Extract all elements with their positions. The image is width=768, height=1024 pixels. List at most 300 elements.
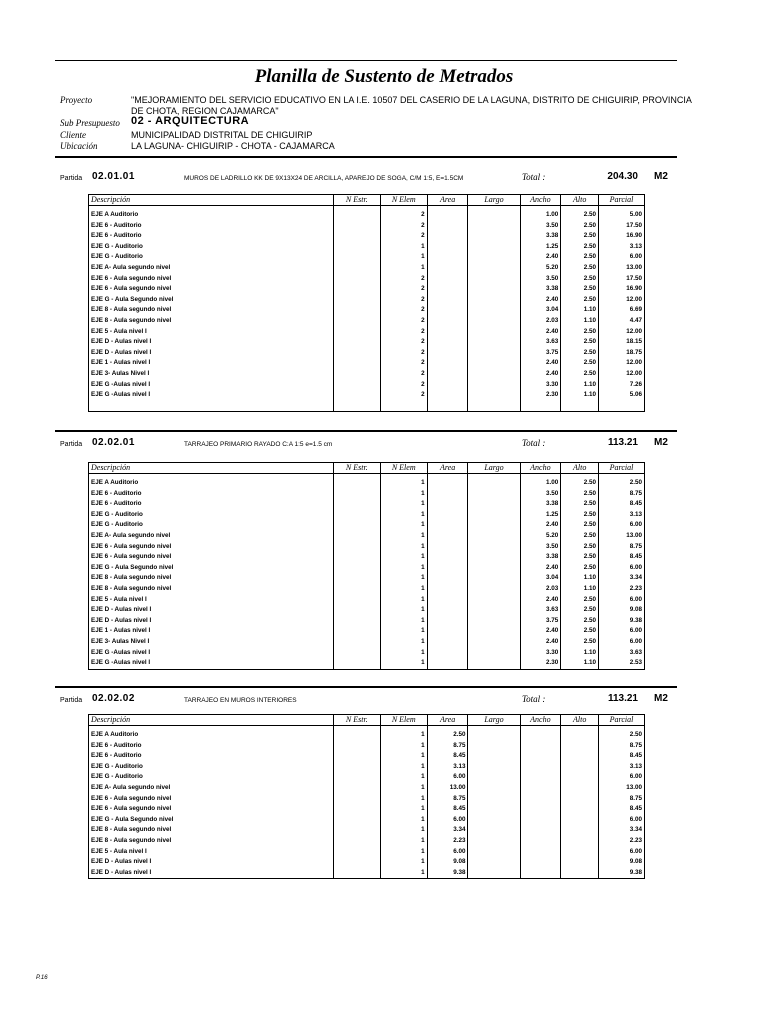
row-value: 8.45 xyxy=(599,804,645,815)
row-value: 3.34 xyxy=(599,825,645,836)
row-value xyxy=(468,358,520,369)
row-description: EJE 3- Aulas Nivel I xyxy=(89,369,334,380)
column-header: Parcial xyxy=(599,715,645,726)
row-value: 8.75 xyxy=(599,542,645,553)
row-value: 9.08 xyxy=(427,857,468,868)
row-value xyxy=(427,595,468,606)
table-row xyxy=(89,595,645,606)
row-value: 1 xyxy=(380,499,427,510)
table-row xyxy=(89,626,645,637)
row-value xyxy=(468,369,520,380)
row-value xyxy=(468,783,520,794)
row-value: 13.00 xyxy=(599,783,645,794)
row-description: EJE 5 - Aula nivel I xyxy=(89,847,334,858)
row-value: 6.00 xyxy=(599,772,645,783)
row-value: 1 xyxy=(380,658,427,669)
row-value: 16.90 xyxy=(599,284,645,295)
row-value: 3.75 xyxy=(520,348,561,359)
row-value: 8.45 xyxy=(599,552,645,563)
table-row xyxy=(89,327,645,338)
row-value xyxy=(427,648,468,659)
row-value: 2 xyxy=(380,369,427,380)
row-value: 3.50 xyxy=(520,489,561,500)
row-description: EJE 6 - Aula segundo nivel xyxy=(89,542,334,553)
row-value: 2.53 xyxy=(599,658,645,669)
row-value: 5.20 xyxy=(520,263,561,274)
column-header: Ancho xyxy=(520,195,561,206)
row-value: 8.75 xyxy=(427,794,468,805)
row-value: 1 xyxy=(380,868,427,879)
row-value: 8.45 xyxy=(427,804,468,815)
row-value xyxy=(427,489,468,500)
row-value xyxy=(561,815,599,826)
row-value xyxy=(561,751,599,762)
row-value xyxy=(468,531,520,542)
row-value xyxy=(427,210,468,221)
table-row xyxy=(89,531,645,542)
table-row xyxy=(89,836,645,847)
row-value xyxy=(468,847,520,858)
row-value xyxy=(468,221,520,232)
row-value xyxy=(561,825,599,836)
row-value: 2.40 xyxy=(520,595,561,606)
row-value: 2.30 xyxy=(520,658,561,669)
row-description: EJE 6 - Aula segundo nivel xyxy=(89,794,334,805)
row-value xyxy=(427,510,468,521)
table-row xyxy=(89,857,645,868)
row-value: 3.13 xyxy=(427,762,468,773)
metrado-table xyxy=(88,194,645,412)
row-value: 2.50 xyxy=(561,284,599,295)
row-value xyxy=(468,489,520,500)
row-value: 1 xyxy=(380,847,427,858)
row-value: 3.13 xyxy=(599,242,645,253)
partida-label: Partida xyxy=(60,175,83,182)
row-value xyxy=(468,274,520,285)
row-value xyxy=(427,478,468,489)
cliente-value: MUNICIPALIDAD DISTRITAL DE CHIGUIRIP xyxy=(131,130,313,140)
row-value: 2.50 xyxy=(561,499,599,510)
row-value xyxy=(333,616,380,627)
row-value: 5.20 xyxy=(520,531,561,542)
row-value: 6.00 xyxy=(599,626,645,637)
row-value: 9.08 xyxy=(599,605,645,616)
row-description: EJE A Auditorio xyxy=(89,478,334,489)
row-value xyxy=(427,531,468,542)
total-label: Total : xyxy=(522,694,546,704)
row-value: 3.04 xyxy=(520,573,561,584)
row-value xyxy=(520,751,561,762)
row-value xyxy=(468,231,520,242)
row-value xyxy=(333,390,380,401)
table-row xyxy=(89,242,645,253)
partida-label: Partida xyxy=(60,697,83,704)
row-value xyxy=(333,552,380,563)
row-description: EJE G - Auditorio xyxy=(89,510,334,521)
row-value: 2.03 xyxy=(520,584,561,595)
row-value: 1 xyxy=(380,730,427,741)
row-value xyxy=(333,542,380,553)
row-value: 18.15 xyxy=(599,337,645,348)
row-value xyxy=(427,499,468,510)
row-value: 3.75 xyxy=(520,616,561,627)
row-value: 3.13 xyxy=(599,510,645,521)
row-value: 1 xyxy=(380,531,427,542)
table-row xyxy=(89,772,645,783)
row-value xyxy=(468,401,520,412)
row-value xyxy=(468,499,520,510)
row-value: 2.50 xyxy=(561,295,599,306)
row-value: 3.63 xyxy=(599,648,645,659)
row-value: 1 xyxy=(380,626,427,637)
row-value: 2 xyxy=(380,210,427,221)
row-value: 1 xyxy=(380,637,427,648)
row-value: 2.50 xyxy=(561,542,599,553)
row-value xyxy=(333,794,380,805)
row-description: EJE A Auditorio xyxy=(89,210,334,221)
row-value: 3.34 xyxy=(599,573,645,584)
table-row xyxy=(89,510,645,521)
row-value: 1 xyxy=(380,242,427,253)
row-value: 1 xyxy=(380,751,427,762)
row-value xyxy=(599,401,645,412)
row-value xyxy=(427,221,468,232)
row-value: 2.50 xyxy=(561,274,599,285)
row-value: 1.10 xyxy=(561,584,599,595)
row-value xyxy=(333,242,380,253)
row-value: 8.45 xyxy=(599,751,645,762)
table-row xyxy=(89,263,645,274)
row-value: 7.26 xyxy=(599,380,645,391)
row-value: 2.50 xyxy=(561,327,599,338)
column-header: N Elem xyxy=(380,463,427,474)
row-description: EJE G - Auditorio xyxy=(89,252,334,263)
row-description: EJE 5 - Aula nivel I xyxy=(89,327,334,338)
row-value xyxy=(520,794,561,805)
row-value xyxy=(333,295,380,306)
table-row xyxy=(89,489,645,500)
row-value xyxy=(333,221,380,232)
row-value: 2 xyxy=(380,390,427,401)
row-value xyxy=(333,857,380,868)
row-value xyxy=(468,605,520,616)
partida-total: 113.21 xyxy=(607,437,638,448)
row-value: 3.63 xyxy=(520,605,561,616)
column-header: Descripción xyxy=(89,463,334,474)
row-value xyxy=(427,295,468,306)
row-value: 2.50 xyxy=(561,231,599,242)
row-value: 6.00 xyxy=(599,595,645,606)
row-value xyxy=(520,836,561,847)
partida-description: TARRAJEO PRIMARIO RAYADO C:A 1:5 e=1.5 cm xyxy=(184,441,333,448)
row-value: 2 xyxy=(380,327,427,338)
row-value xyxy=(520,825,561,836)
row-value: 2.40 xyxy=(520,369,561,380)
row-value xyxy=(520,783,561,794)
row-description: EJE 6 - Auditorio xyxy=(89,751,334,762)
row-value xyxy=(468,825,520,836)
row-value: 2.50 xyxy=(561,605,599,616)
row-value: 2.23 xyxy=(599,836,645,847)
table-row xyxy=(89,804,645,815)
row-value: 1 xyxy=(380,836,427,847)
row-value xyxy=(427,390,468,401)
row-value: 8.45 xyxy=(599,499,645,510)
row-value: 18.75 xyxy=(599,348,645,359)
table-row xyxy=(89,274,645,285)
row-description: EJE G - Aula Segundo nivel xyxy=(89,295,334,306)
row-value xyxy=(468,762,520,773)
row-value xyxy=(333,284,380,295)
metrado-table xyxy=(88,714,645,879)
column-header: Area xyxy=(427,715,468,726)
row-value xyxy=(468,595,520,606)
row-value: 2.40 xyxy=(520,358,561,369)
row-value: 1 xyxy=(380,794,427,805)
row-value: 17.50 xyxy=(599,221,645,232)
row-description: EJE G -Aulas nivel I xyxy=(89,658,334,669)
row-description: EJE 8 - Aula segundo nivel xyxy=(89,573,334,584)
row-value xyxy=(520,401,561,412)
row-value: 6.00 xyxy=(599,563,645,574)
row-value: 2.40 xyxy=(520,252,561,263)
row-value xyxy=(561,783,599,794)
partida-total: 113.21 xyxy=(607,693,638,704)
row-value xyxy=(468,626,520,637)
row-value xyxy=(333,605,380,616)
column-header: N Elem xyxy=(380,715,427,726)
row-value: 1.25 xyxy=(520,242,561,253)
row-value xyxy=(468,380,520,391)
table-row xyxy=(89,221,645,232)
column-header: N Elem xyxy=(380,195,427,206)
row-value xyxy=(333,499,380,510)
row-description: EJE 6 - Auditorio xyxy=(89,231,334,242)
row-value: 3.50 xyxy=(520,221,561,232)
column-header: Alto xyxy=(561,195,599,206)
table-row xyxy=(89,369,645,380)
row-value xyxy=(520,772,561,783)
row-value xyxy=(520,847,561,858)
column-header: Largo xyxy=(468,195,520,206)
row-description: EJE 6 - Aula segundo nivel xyxy=(89,804,334,815)
row-value xyxy=(427,337,468,348)
row-value: 3.50 xyxy=(520,274,561,285)
row-value xyxy=(561,741,599,752)
document-title: Planilla de Sustento de Metrados xyxy=(254,66,514,87)
column-header: N Estr. xyxy=(333,715,380,726)
table-row xyxy=(89,868,645,879)
column-header: Ancho xyxy=(520,463,561,474)
row-value: 1.00 xyxy=(520,478,561,489)
row-description: EJE 3- Aulas Nivel I xyxy=(89,637,334,648)
row-description: EJE 6 - Auditorio xyxy=(89,499,334,510)
row-value xyxy=(427,573,468,584)
row-value: 1 xyxy=(380,595,427,606)
row-value xyxy=(468,252,520,263)
row-value: 2.40 xyxy=(520,520,561,531)
row-description: EJE 6 - Auditorio xyxy=(89,741,334,752)
ubicacion-label: Ubicación xyxy=(60,141,98,151)
row-description: EJE 6 - Aula segundo nivel xyxy=(89,284,334,295)
row-description: EJE G - Aula Segundo nivel xyxy=(89,563,334,574)
row-value xyxy=(333,510,380,521)
column-header: Largo xyxy=(468,463,520,474)
row-description: EJE G -Aulas nivel I xyxy=(89,390,334,401)
partida-code: 02.02.01 xyxy=(92,437,135,448)
row-value xyxy=(561,762,599,773)
table-row xyxy=(89,730,645,741)
row-description: EJE D - Aulas nivel I xyxy=(89,868,334,879)
partida-description: TARRAJEO EN MUROS INTERIORES xyxy=(184,697,297,704)
row-value xyxy=(333,762,380,773)
row-value: 2.50 xyxy=(561,221,599,232)
partida-description: MUROS DE LADRILLO KK DE 9X13X24 DE ARCILLA, APAREJO DE SOGA, C/M 1:5, E=1.5CM xyxy=(184,175,464,182)
row-value xyxy=(468,563,520,574)
row-value: 6.00 xyxy=(427,772,468,783)
row-description: EJE A- Aula segundo nivel xyxy=(89,531,334,542)
table-row xyxy=(89,825,645,836)
row-value: 2.50 xyxy=(599,730,645,741)
row-value xyxy=(561,794,599,805)
table-row xyxy=(89,605,645,616)
row-value xyxy=(333,584,380,595)
row-value xyxy=(561,772,599,783)
row-value: 2.50 xyxy=(561,369,599,380)
partida-unit: M2 xyxy=(654,693,668,704)
row-description: EJE G -Aulas nivel I xyxy=(89,380,334,391)
row-value xyxy=(427,369,468,380)
row-value: 2.50 xyxy=(561,626,599,637)
row-value: 2 xyxy=(380,316,427,327)
row-value xyxy=(468,836,520,847)
table-row xyxy=(89,552,645,563)
row-value: 8.75 xyxy=(599,489,645,500)
row-value: 2.50 xyxy=(561,242,599,253)
row-description: EJE 6 - Auditorio xyxy=(89,221,334,232)
row-value xyxy=(468,616,520,627)
column-header: Parcial xyxy=(599,195,645,206)
row-value xyxy=(427,358,468,369)
column-header: Alto xyxy=(561,463,599,474)
row-value: 2 xyxy=(380,295,427,306)
row-value: 3.63 xyxy=(520,337,561,348)
row-value xyxy=(427,401,468,412)
row-value: 9.38 xyxy=(599,868,645,879)
row-value xyxy=(333,563,380,574)
row-value xyxy=(427,263,468,274)
row-value: 1 xyxy=(380,815,427,826)
row-value: 2 xyxy=(380,274,427,285)
row-value: 2.50 xyxy=(561,210,599,221)
row-description: EJE 6 - Aula segundo nivel xyxy=(89,552,334,563)
row-value: 1 xyxy=(380,783,427,794)
row-value xyxy=(333,847,380,858)
row-value: 2.40 xyxy=(520,327,561,338)
row-value: 1 xyxy=(380,552,427,563)
row-value xyxy=(333,337,380,348)
row-value xyxy=(333,401,380,412)
row-value: 2 xyxy=(380,221,427,232)
table-row xyxy=(89,648,645,659)
row-value xyxy=(333,210,380,221)
table-row xyxy=(89,573,645,584)
row-value xyxy=(380,401,427,412)
row-value: 3.50 xyxy=(520,542,561,553)
row-value xyxy=(561,836,599,847)
row-value xyxy=(468,295,520,306)
row-value xyxy=(520,762,561,773)
row-value xyxy=(561,857,599,868)
row-value xyxy=(561,804,599,815)
table-row xyxy=(89,478,645,489)
row-value: 2 xyxy=(380,305,427,316)
table-row xyxy=(89,348,645,359)
row-value: 2.50 xyxy=(561,520,599,531)
row-value: 17.50 xyxy=(599,274,645,285)
row-value xyxy=(427,327,468,338)
row-value xyxy=(333,648,380,659)
table-row xyxy=(89,499,645,510)
row-value: 5.06 xyxy=(599,390,645,401)
row-value xyxy=(333,804,380,815)
row-value xyxy=(468,316,520,327)
row-value xyxy=(468,327,520,338)
row-value: 6.00 xyxy=(427,847,468,858)
row-value: 6.00 xyxy=(599,815,645,826)
row-value xyxy=(520,815,561,826)
row-value xyxy=(468,857,520,868)
partida-unit: M2 xyxy=(654,437,668,448)
row-description: EJE 6 - Auditorio xyxy=(89,489,334,500)
section-divider xyxy=(55,430,677,432)
table-row xyxy=(89,847,645,858)
row-value: 2.23 xyxy=(427,836,468,847)
partida-code: 02.02.02 xyxy=(92,693,135,704)
row-value xyxy=(333,305,380,316)
row-value xyxy=(427,252,468,263)
row-value xyxy=(427,637,468,648)
partida-unit: M2 xyxy=(654,171,668,182)
column-header: Descripción xyxy=(89,195,334,206)
row-value xyxy=(427,626,468,637)
row-value: 3.30 xyxy=(520,648,561,659)
proyecto-value-line1: "MEJORAMIENTO DEL SERVICIO EDUCATIVO EN LA I.E. 10507 DEL CASERIO DE LA LAGUNA, DISTRITO DE CHIGUIRIP, PROVINCIA xyxy=(131,95,692,105)
row-value xyxy=(468,348,520,359)
row-value: 1 xyxy=(380,804,427,815)
cliente-label: Cliente xyxy=(60,130,86,140)
row-value: 3.38 xyxy=(520,231,561,242)
row-value: 9.38 xyxy=(599,616,645,627)
page-number: P.16 xyxy=(36,975,48,981)
row-value: 3.38 xyxy=(520,284,561,295)
row-value xyxy=(468,794,520,805)
row-description: EJE 8 - Aula segundo nivel xyxy=(89,825,334,836)
row-value xyxy=(427,563,468,574)
row-value: 12.00 xyxy=(599,295,645,306)
row-value: 13.00 xyxy=(599,263,645,274)
row-description: EJE A- Aula segundo nivel xyxy=(89,783,334,794)
column-header: Area xyxy=(427,195,468,206)
row-value xyxy=(468,730,520,741)
row-value xyxy=(468,648,520,659)
row-value xyxy=(468,263,520,274)
partida-label: Partida xyxy=(60,441,83,448)
row-value xyxy=(333,327,380,338)
row-description: EJE 5 - Aula nivel I xyxy=(89,595,334,606)
row-value: 12.00 xyxy=(599,327,645,338)
row-value: 6.00 xyxy=(599,637,645,648)
